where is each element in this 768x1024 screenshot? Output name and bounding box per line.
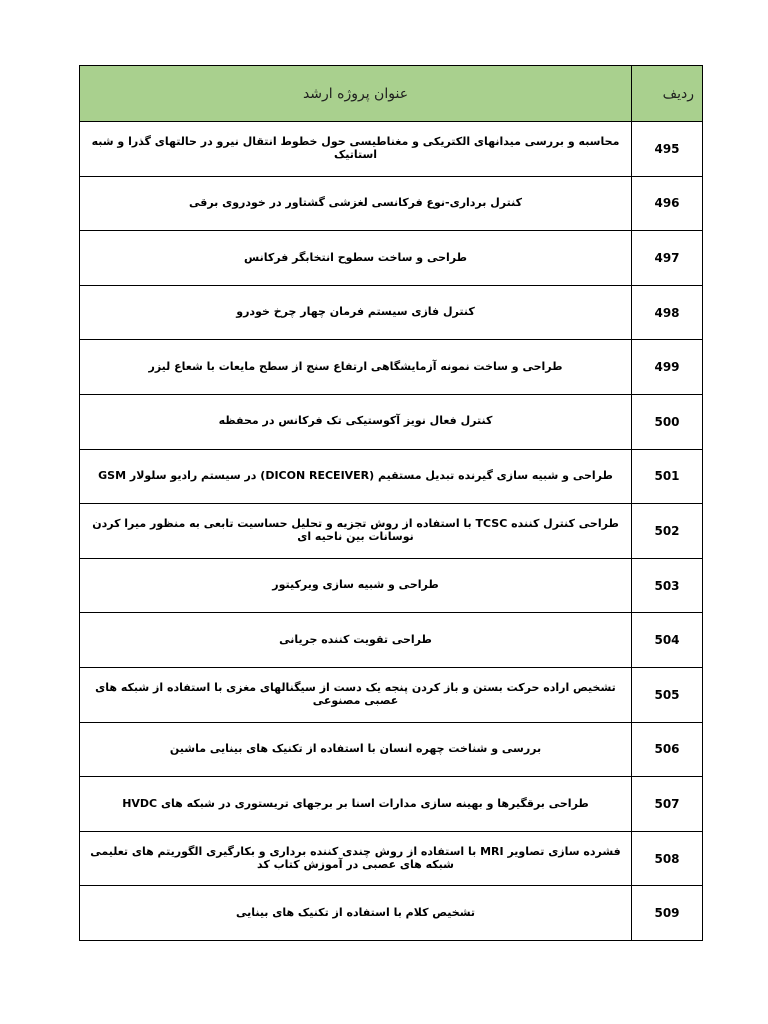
- table-row: [80, 176, 703, 231]
- project-title-cell: طراحی و شبیه سازی ویرکیتور: [80, 558, 632, 613]
- row-number-cell: 506: [632, 722, 703, 777]
- table-row: [80, 231, 703, 286]
- row-number-cell: 496: [632, 176, 703, 231]
- table-row: [80, 449, 703, 504]
- row-number-cell: 495: [632, 122, 703, 177]
- row-number-cell: 509: [632, 886, 703, 941]
- table-row: [80, 558, 703, 613]
- table-row: [80, 722, 703, 777]
- table-header-row: [80, 66, 703, 122]
- table-row: [80, 831, 703, 886]
- project-title-cell: فشرده سازی تصاویر MRI با استفاده از روش چندی کننده برداری و بکارگیری الگوریتم های تعلیمی شبکه های عصبی در آموزش کتاب کد: [80, 831, 632, 886]
- row-number-cell: 497: [632, 231, 703, 286]
- table-row: [80, 613, 703, 668]
- project-title-cell: طراحی برقگیرها و بهینه سازی مدارات اسنا بر برجهای تریستوری در شبکه های HVDC: [80, 777, 632, 832]
- project-title-cell: طراحی و ساخت نمونه آزمایشگاهی ارتفاع سنج از سطح مایعات با شعاع لیزر: [80, 340, 632, 395]
- row-number-cell: 503: [632, 558, 703, 613]
- row-number-cell: 499: [632, 340, 703, 395]
- projects-table-container: [79, 65, 703, 941]
- project-title-cell: بررسی و شناخت چهره انسان با استفاده از تکنیک های بینایی ماشین: [80, 722, 632, 777]
- project-title-cell: کنترل برداری-نوع فرکانسی لغزشی گشتاور در خودروی برقی: [80, 176, 632, 231]
- project-title-cell: تشخیص کلام با استفاده از تکنیک های بینایی: [80, 886, 632, 941]
- table-row: [80, 886, 703, 941]
- project-title-cell: محاسبه و بررسی میدانهای الکتریکی و مغناطیسی حول خطوط انتقال نیرو در حالتهای گذرا و شبه استاتیک: [80, 122, 632, 177]
- project-title-cell: تشخیص اراده حرکت بستن و باز کردن پنجه یک دست از سیگنالهای مغزی با استفاده از شبکه های عصبی مصنوعی: [80, 667, 632, 722]
- project-title-cell: کنترل فعال نویز آکوستیکی تک فرکانس در محفظه: [80, 394, 632, 449]
- row-number-cell: 507: [632, 777, 703, 832]
- header-project-title: عنوان پروژه ارشد: [80, 66, 632, 122]
- table-row: [80, 504, 703, 559]
- table-row: [80, 394, 703, 449]
- table-row: [80, 122, 703, 177]
- project-title-cell: طراحی و ساخت سطوح انتخابگر فرکانس: [80, 231, 632, 286]
- row-number-cell: 508: [632, 831, 703, 886]
- row-number-cell: 500: [632, 394, 703, 449]
- header-row-number: ردیف: [632, 66, 703, 122]
- table-row: [80, 340, 703, 395]
- projects-table: [79, 65, 703, 941]
- row-number-cell: 501: [632, 449, 703, 504]
- table-row: [80, 285, 703, 340]
- table-body: [80, 122, 703, 941]
- row-number-cell: 502: [632, 504, 703, 559]
- project-title-cell: طراحی تقویت کننده جریانی: [80, 613, 632, 668]
- project-title-cell: طراحی و شبیه سازی گیرنده تبدیل مستقیم (DICON RECEIVER) در سیستم رادیو سلولار GSM: [80, 449, 632, 504]
- table-row: [80, 667, 703, 722]
- project-title-cell: کنترل فازی سیستم فرمان چهار چرخ خودرو: [80, 285, 632, 340]
- table-row: [80, 777, 703, 832]
- project-title-cell: طراحی کنترل کننده TCSC با استفاده از روش تجزیه و تحلیل حساسیت تابعی به منظور میرا کردن نوسانات بین ناحیه ای: [80, 504, 632, 559]
- row-number-cell: 498: [632, 285, 703, 340]
- row-number-cell: 505: [632, 667, 703, 722]
- row-number-cell: 504: [632, 613, 703, 668]
